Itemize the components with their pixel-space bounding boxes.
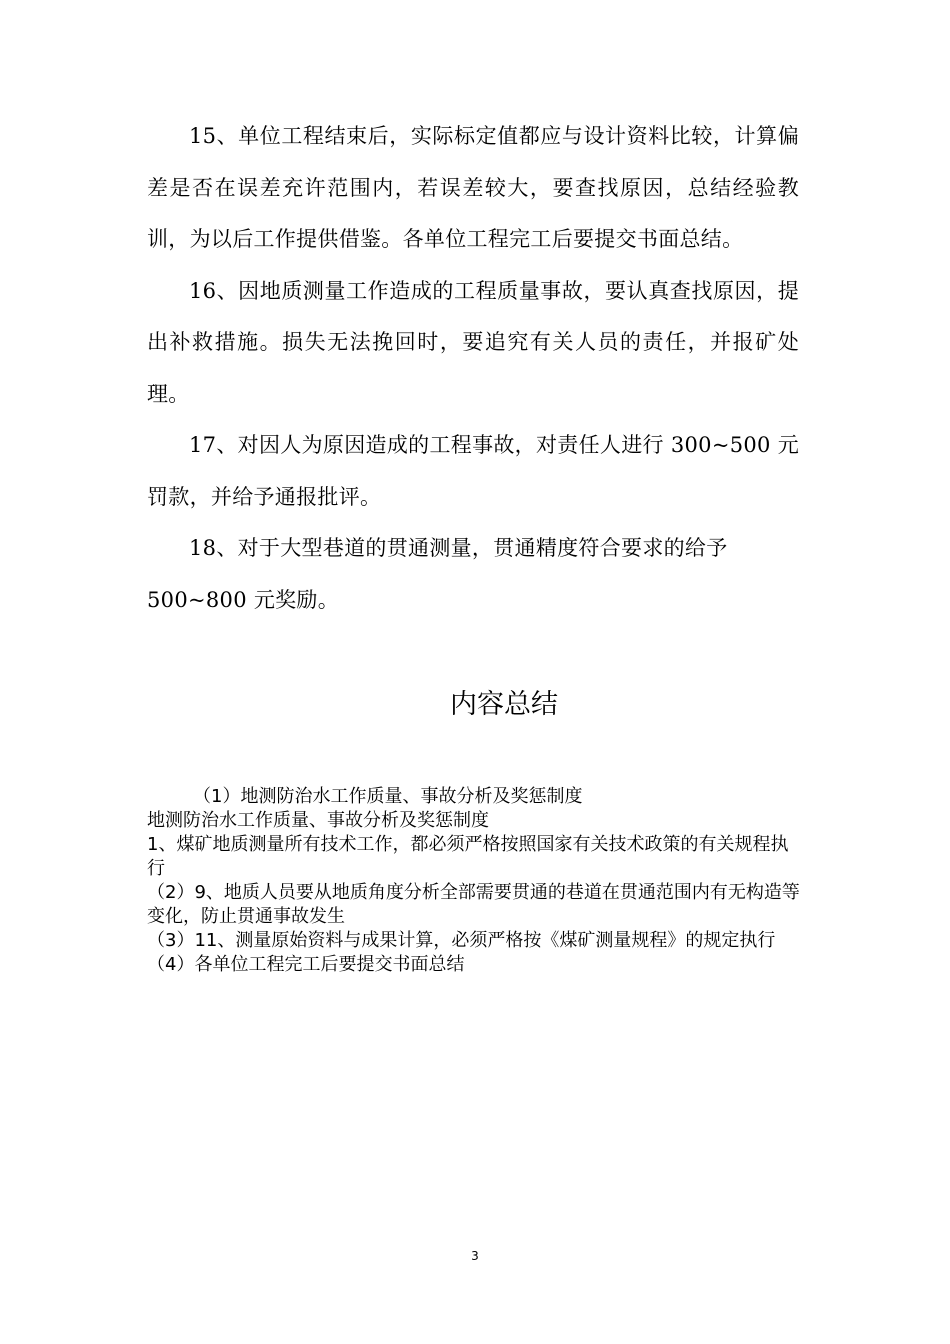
body-text: [147, 111, 799, 626]
page-number: 3: [471, 1249, 479, 1263]
paragraph-17: 17、对因人为原因造成的工程事故，对责任人进行 300~500 元罚款，并给予通报批评。: [147, 433, 799, 509]
paragraph-18: 18、对于大型巷道的贯通测量，贯通精度符合要求的给予: [189, 536, 728, 560]
summary-line: 1、煤矿地质测量所有技术工作，都必须严格按照国家有关技术政策的有关规程执行: [147, 834, 789, 879]
paragraph-16: 16、因地质测量工作造成的工程质量事故，要认真查找原因，提出补救措施。损失无法挽回时，要追究有关人员的责任，并报矿处理。: [147, 278, 799, 406]
summary-section: [147, 785, 802, 977]
paragraph-18-continuation: 500~800 元奖励。: [147, 587, 340, 612]
summary-line: （2）9、地质人员要从地质角度分析全部需要贯通的巷道在贯通范围内有无构造等变化，防止贯通事故发生: [147, 882, 800, 927]
summary-line: （3）11、测量原始资料与成果计算，必须严格按《煤矿测量规程》的规定执行: [147, 930, 776, 951]
summary-line: 地测防治水工作质量、事故分析及奖惩制度: [147, 810, 489, 831]
summary-title: 内容总结: [450, 689, 558, 720]
summary-line: （4）各单位工程完工后要提交书面总结: [147, 954, 465, 975]
summary-line: （1）地测防治水工作质量、事故分析及奖惩制度: [193, 786, 583, 807]
paragraph-15: 15、单位工程结束后，实际标定值都应与设计资料比较，计算偏差是否在误差充许范围内，若误差较大，要查找原因，总结经验教训，为以后工作提供借鉴。各单位工程完工后要提交书面总结。: [147, 124, 799, 251]
